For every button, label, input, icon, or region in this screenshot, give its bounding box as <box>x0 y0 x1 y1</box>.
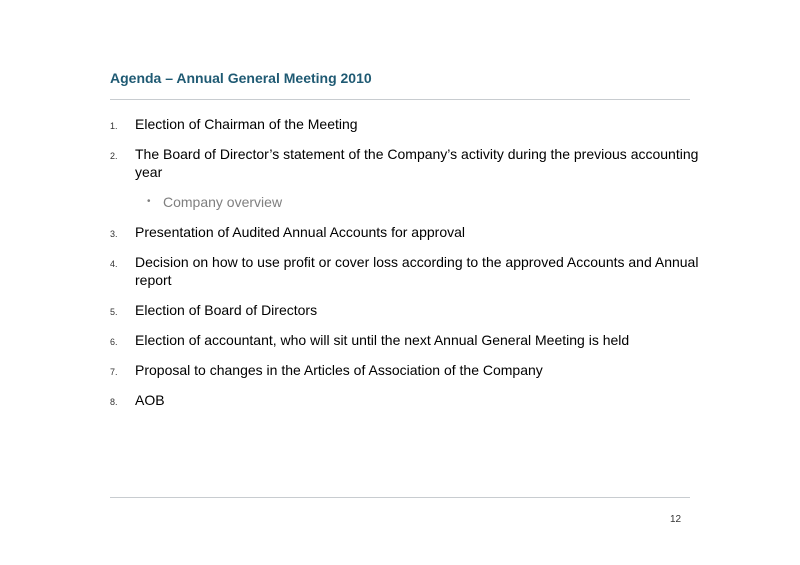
item-number: 4. <box>110 259 118 269</box>
bullet-icon: • <box>147 196 151 207</box>
item-number: 3. <box>110 229 118 239</box>
item-text: AOB <box>135 392 165 408</box>
sub-list <box>135 193 700 211</box>
agenda-item <box>110 301 700 319</box>
item-number: 1. <box>110 121 118 131</box>
item-number: 8. <box>110 397 118 407</box>
agenda-item <box>110 361 700 379</box>
agenda-list <box>110 115 700 421</box>
page-number: 12 <box>670 514 682 525</box>
item-text: Decision on how to use profit or cover loss according to the approved Accounts and Annual report <box>135 254 699 288</box>
item-number: 6. <box>110 337 118 347</box>
item-text: The Board of Director’s statement of the Company’s activity during the previous accounting year <box>135 146 699 180</box>
agenda-item <box>110 391 700 409</box>
agenda-item <box>110 145 700 211</box>
item-text: Election of accountant, who will sit until the next Annual General Meeting is held <box>135 332 630 348</box>
agenda-item <box>110 223 700 241</box>
agenda-item <box>110 331 700 349</box>
item-number: 7. <box>110 367 118 377</box>
title-divider <box>110 99 690 100</box>
sub-item <box>135 193 700 211</box>
item-number: 2. <box>110 151 118 161</box>
agenda-item <box>110 253 700 289</box>
agenda-item <box>110 115 700 133</box>
item-number: 5. <box>110 307 118 317</box>
item-text: Election of Board of Directors <box>135 302 318 318</box>
item-text: Election of Chairman of the Meeting <box>135 116 358 132</box>
item-text: Presentation of Audited Annual Accounts for approval <box>135 224 466 240</box>
sub-item-text: Company overview <box>163 194 283 210</box>
footer-divider <box>110 497 690 498</box>
item-text: Proposal to changes in the Articles of Association of the Company <box>135 362 543 378</box>
slide-title: Agenda – Annual General Meeting 2010 <box>110 70 372 86</box>
